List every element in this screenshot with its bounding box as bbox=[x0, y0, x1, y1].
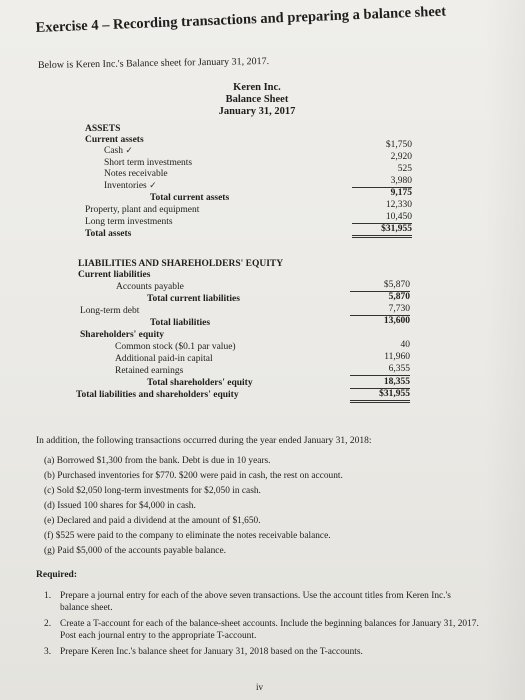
total-equity-value: 18,355 bbox=[350, 377, 410, 389]
accounts-payable-label: Accounts payable bbox=[116, 282, 184, 292]
apic-label: Additional paid-in capital bbox=[115, 354, 213, 364]
check-mark-icon: ✓ bbox=[149, 181, 157, 191]
transaction-item: (e) Declared and paid a dividend at the amount of $1,650. bbox=[44, 516, 261, 526]
retained-earnings-value: 6,355 bbox=[350, 364, 410, 376]
cash-label: Cash ✓ bbox=[104, 146, 133, 156]
inventories-label: Inventories ✓ bbox=[104, 181, 157, 191]
requirement-text: Prepare a journal entry for each of the above seven transactions. Use the account titles from Keren Inc.'s balance sheet. bbox=[60, 591, 451, 613]
current-assets-heading: Current assets bbox=[85, 135, 144, 145]
notes-receivable-value: 525 bbox=[397, 164, 412, 174]
common-stock-label: Common stock ($0.1 par value) bbox=[115, 342, 236, 352]
total-assets-label: Total assets bbox=[85, 229, 132, 239]
requirement-item: 3. bbox=[44, 647, 52, 657]
total-liabilities-equity-value: $31,955 bbox=[350, 389, 410, 403]
apic-value: 11,960 bbox=[384, 352, 410, 362]
statement-date: January 31, 2017 bbox=[218, 106, 296, 117]
equity-heading: Shareholders' equity bbox=[80, 330, 165, 340]
transaction-item: (c) Sold $2,050 long-term investments for $2,050 in cash. bbox=[44, 486, 261, 496]
long-term-investments-value: 10,450 bbox=[352, 212, 412, 224]
company-name: Keren Inc. bbox=[233, 82, 281, 93]
total-equity-label: Total shareholders' equity bbox=[147, 378, 253, 388]
transaction-item: (a) Borrowed $1,300 from the bank. Debt is due in 10 years. bbox=[44, 456, 271, 466]
page-shading bbox=[485, 0, 525, 700]
assets-heading: ASSETS bbox=[85, 124, 121, 134]
short-term-value: 2,920 bbox=[390, 152, 412, 162]
ppe-label: Property, plant and equipment bbox=[85, 205, 200, 215]
check-mark-icon: ✓ bbox=[125, 146, 133, 156]
current-liabilities-heading: Current liabilities bbox=[78, 270, 151, 280]
liabilities-heading: LIABILITIES AND SHAREHOLDERS' EQUITY bbox=[78, 259, 284, 269]
ppe-value: 12,330 bbox=[385, 200, 412, 210]
total-current-assets-label: Total current assets bbox=[150, 193, 230, 203]
requirement-text: Prepare Keren Inc.'s balance sheet for January 31, 2018 based on the T-accounts. bbox=[60, 647, 363, 657]
transaction-item: (f) $525 were paid to the company to eliminate the notes receivable balance. bbox=[44, 531, 331, 541]
long-term-debt-label: Long-term debt bbox=[80, 306, 140, 316]
statement-name: Balance Sheet bbox=[225, 94, 289, 105]
total-liabilities-label: Total liabilities bbox=[150, 318, 211, 328]
short-term-label: Short term investments bbox=[104, 158, 193, 168]
long-term-investments-label: Long term investments bbox=[85, 217, 173, 227]
total-current-assets-value: 9,175 bbox=[390, 188, 412, 198]
requirement-item: 1. bbox=[44, 591, 52, 601]
total-assets-value: $31,955 bbox=[352, 224, 412, 238]
required-heading: Required: bbox=[36, 570, 77, 580]
total-liabilities-equity-label: Total liabilities and shareholders' equity bbox=[76, 390, 239, 400]
total-current-liabilities-value: 5,870 bbox=[388, 292, 410, 302]
common-stock-value: 40 bbox=[400, 340, 410, 350]
page-number: iv bbox=[256, 682, 264, 692]
transaction-item: (g) Paid $5,000 of the accounts payable balance. bbox=[44, 546, 226, 556]
retained-earnings-label: Retained earnings bbox=[115, 366, 184, 376]
inventories-value: 3,980 bbox=[352, 176, 412, 188]
long-term-debt-value: 7,730 bbox=[350, 304, 410, 316]
notes-receivable-label: Notes receivable bbox=[104, 169, 168, 179]
accounts-payable-value: $5,870 bbox=[350, 280, 410, 292]
cash-value: $1,750 bbox=[385, 140, 412, 150]
transactions-intro: In addition, the following transactions occurred during the year ended January 31, 2018: bbox=[36, 436, 372, 446]
intro-text: Below is Keren Inc.'s Balance sheet for January 31, 2017. bbox=[37, 55, 270, 71]
requirement-item: 2. bbox=[44, 619, 52, 629]
exercise-title: Exercise 4 – Recording transactions and preparing a balance sheet bbox=[35, 3, 447, 37]
total-liabilities-value: 13,600 bbox=[383, 316, 410, 326]
total-current-liabilities-label: Total current liabilities bbox=[147, 294, 240, 304]
requirement-text: Create a T-account for each of the balance-sheet accounts. Include the beginning balances for January 31, 2017. Post each journal entry to the appropriate T-account. bbox=[60, 619, 479, 641]
transaction-item: (d) Issued 100 shares for $4,000 in cash. bbox=[44, 501, 196, 511]
transaction-item: (b) Purchased inventories for $770. $200 were paid in cash, the rest on account. bbox=[44, 471, 343, 481]
